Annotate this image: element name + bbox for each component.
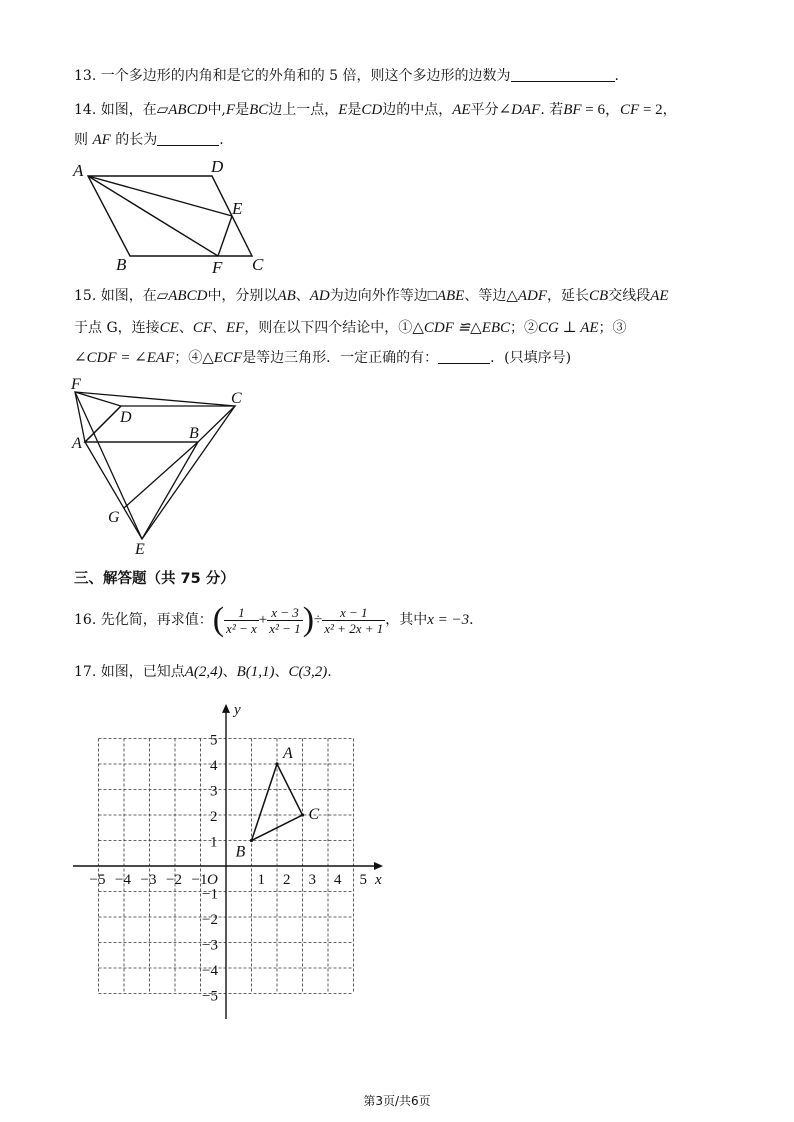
segment-ef [218, 216, 232, 256]
question-15 [74, 286, 669, 306]
q15-math: △CDF ≌△EBC [412, 320, 511, 336]
parallelogram-icon: ▱ [156, 102, 169, 118]
q17-text: 、 [274, 664, 289, 680]
q15-label-d: D [120, 409, 132, 426]
q17-point-a: A(2,4) [184, 664, 223, 680]
q17-point-b: B(1,1) [236, 664, 275, 680]
y-tick-label: 1 [210, 834, 218, 851]
q16-fraction-3 [322, 605, 385, 636]
y-tick-label: 5 [210, 732, 218, 749]
q15-math: △ADF [506, 288, 548, 304]
x-tick-label: 5 [359, 872, 367, 888]
parallelogram-abcd [88, 176, 252, 256]
y-tick-label: 3 [210, 783, 218, 800]
q15-answer-blank[interactable] [438, 349, 490, 364]
segment-fe [75, 392, 142, 539]
question-15-line2 [74, 318, 627, 338]
q14-label-c: C [252, 255, 264, 274]
y-axis-arrow-icon [222, 704, 230, 713]
q14-label-b: B [116, 255, 127, 274]
segment-ce [142, 406, 235, 539]
origin-label: O [207, 872, 218, 888]
q15-math: AD [309, 288, 330, 304]
q14-text: 平分 [470, 102, 499, 118]
question-16 [74, 600, 474, 642]
q16-fraction-2 [267, 605, 302, 636]
q16-fraction-numerator: x − 3 [271, 604, 299, 620]
q14-text: 中, [207, 102, 226, 118]
q14-text: 边上一点， [268, 102, 339, 118]
q15-math: CE [159, 320, 179, 336]
q13-number: 13. [74, 68, 97, 84]
q14-label-d: D [211, 157, 224, 176]
q17-text: 如图，已知点 [100, 664, 185, 680]
x-tick-label: −5 [89, 872, 106, 888]
q15-text: 、 [295, 288, 310, 304]
q15-text: 于点 G，连接 [74, 320, 160, 336]
q15-label-e: E [135, 541, 145, 558]
right-paren: ) [302, 601, 315, 638]
q16-operator: ÷ [314, 612, 323, 628]
q14-math: CD [361, 102, 383, 118]
q15-label-f: F [71, 376, 81, 393]
q14-end: . [219, 132, 224, 148]
q15-label-a: A [72, 435, 82, 452]
q14-text: 边的中点， [382, 102, 453, 118]
y-tick-label: −4 [202, 963, 218, 979]
triangle-abe [85, 442, 198, 539]
q14-math: E [338, 102, 348, 118]
q15-label-g: G [108, 509, 120, 526]
q15-math: ABCD [168, 288, 208, 304]
x-tick-label: 3 [308, 872, 316, 888]
page-footer: 第3页/共6页 [363, 1094, 431, 1108]
y-tick-label: −1 [202, 886, 218, 903]
q14-text: 的长为 [115, 132, 158, 148]
q15-text: ；③ [598, 320, 627, 336]
q15-math: AE [650, 288, 669, 304]
point-c [301, 813, 304, 816]
q14-text: 是 [235, 102, 250, 118]
point-label-b: B [235, 843, 246, 861]
q15-math: ABE [436, 288, 465, 304]
q17-end: . [327, 664, 332, 680]
q15-math: AB [277, 288, 296, 304]
point-label-c: C [308, 806, 320, 823]
x-tick-label: −2 [166, 872, 182, 888]
q14-math: ABCD [168, 102, 208, 118]
point-label-a: A [283, 745, 293, 762]
q15-text: ；② [510, 320, 539, 336]
q14-label-a: A [73, 161, 84, 180]
q14-label-f: F [212, 258, 223, 277]
q16-fraction-denominator: x² + 2x + 1 [324, 620, 384, 636]
q14-text: ， [662, 102, 677, 118]
q15-math: EF [225, 320, 245, 336]
q15-text: ；④ [174, 350, 203, 366]
q14-text: 是 [347, 102, 362, 118]
q16-fraction-denominator: x² − 1 [269, 620, 301, 636]
q16-operator: + [258, 612, 268, 628]
q14-math: = 2 [639, 102, 663, 118]
q15-text: 、 [178, 320, 193, 336]
x-tick-label: −1 [191, 872, 208, 888]
q15-text: 、 [211, 320, 226, 336]
q13-text: 一个多边形的内角和是它的外角和的 5 倍，则这个多边形的边数为 [100, 68, 511, 84]
q15-text: 是等边三角形．一定正确的有： [242, 350, 439, 366]
q15-label-c: C [231, 390, 242, 407]
point-a [275, 762, 278, 765]
parallelogram-abcd-15 [85, 406, 235, 442]
q14-math: BC [249, 102, 269, 118]
q14-text: . 若 [540, 102, 564, 118]
triangle-abc [252, 764, 303, 841]
q14-math: CF [620, 102, 640, 118]
point-b [250, 839, 253, 842]
q16-text: 先化简，再求值： [100, 612, 213, 628]
q14-number: 14. [74, 102, 97, 118]
q15-label-b: B [189, 425, 199, 442]
x-tick-label: 4 [334, 872, 342, 888]
q16-fraction-numerator: 1 [238, 604, 245, 620]
y-tick-label: −2 [202, 912, 218, 928]
x-axis-label: x [375, 872, 382, 888]
q16-number: 16. [74, 612, 97, 628]
q15-text: 如图，在 [100, 288, 157, 304]
q14-math: AE [452, 102, 471, 118]
x-tick-label: −3 [140, 872, 157, 888]
q15-text: 为边向外作等边 [329, 288, 428, 304]
q16-condition: x = −3 [427, 612, 470, 628]
y-tick-label: 4 [210, 758, 218, 774]
q17-text: 、 [222, 664, 237, 680]
x-axis-arrow-icon [374, 862, 383, 870]
triangle-adf [75, 392, 121, 442]
q14-math: AF [92, 132, 111, 148]
x-tick-label: −4 [115, 872, 131, 888]
x-tick-label: 1 [257, 872, 265, 888]
q15-math: ∠CDF = ∠EAF [74, 350, 175, 366]
q14-math: = 6， [581, 102, 621, 118]
question-14 [74, 100, 677, 120]
q15-text: ，则在以下四个结论中，① [244, 320, 413, 336]
question-14-line2 [74, 130, 224, 150]
q17-point-c: C(3,2) [288, 664, 328, 680]
q16-fraction-1 [224, 605, 259, 636]
y-tick-label: 2 [210, 809, 218, 825]
q15-math: CG ⊥ AE [538, 320, 599, 336]
segment-af [88, 176, 218, 256]
q14-text: 如图，在 [100, 102, 157, 118]
q14-math: BF [563, 102, 582, 118]
segment-fc [75, 392, 235, 406]
q15-math: CF [192, 320, 212, 336]
q13-end: . [614, 68, 619, 84]
q15-text: 中，分别以 [207, 288, 278, 304]
q15-text: ．(只填序号) [490, 350, 572, 366]
q16-fraction-numerator: x − 1 [339, 604, 368, 620]
q13-answer-blank[interactable] [511, 67, 615, 82]
q17-number: 17. [74, 664, 97, 680]
segment-bg [124, 442, 198, 508]
q14-math: F [225, 102, 236, 118]
y-axis-label: y [234, 701, 241, 718]
q15-text: ，延长 [547, 288, 590, 304]
segment-ae [88, 176, 232, 216]
left-paren: ( [212, 601, 225, 638]
question-15-line3 [74, 348, 571, 368]
q15-math: CB [589, 288, 609, 304]
q16-text: ，其中 [385, 612, 428, 628]
q16-end: . [469, 612, 474, 628]
q14-label-e: E [232, 199, 243, 218]
y-tick-label: −3 [202, 937, 218, 954]
section-heading: 三、解答题（共 75 分） [74, 571, 235, 587]
parallelogram-icon: ▱ [156, 288, 169, 304]
q15-text: 交线段 [608, 288, 651, 304]
q16-fraction-denominator: x² − x [226, 620, 257, 636]
box-icon: □ [427, 288, 437, 304]
question-13 [74, 66, 619, 86]
q14-text: 则 [74, 132, 88, 148]
q15-number: 15. [74, 288, 97, 304]
y-tick-label: −5 [202, 988, 218, 1005]
q15-math: △ECF [202, 350, 243, 366]
q14-answer-blank[interactable] [157, 131, 219, 146]
q15-text: 、等边 [464, 288, 507, 304]
q14-math: ∠DAF [498, 102, 541, 118]
x-tick-label: 2 [283, 872, 291, 888]
question-17 [74, 662, 332, 682]
